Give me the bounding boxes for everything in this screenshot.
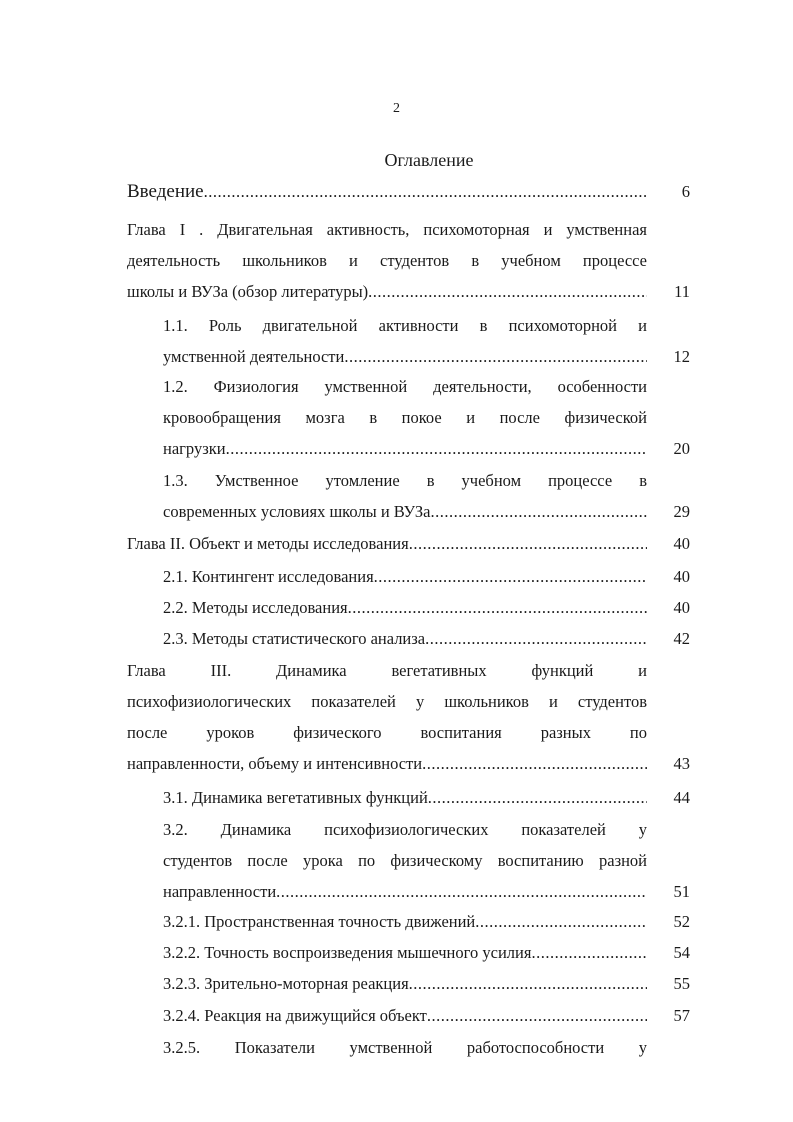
toc-entry-text: 3.2.3. Зрительно-моторная реакция [163,974,409,993]
toc-entry-text: 3.2.4. Реакция на движущийся объект [163,1006,427,1025]
toc-entry-text: 1.2. Физиология умственной деятельности, особенности [163,377,647,396]
toc-entry [163,968,647,999]
toc-entry-text: 3.2.2. Точность воспроизведения мышечного усилия [163,943,532,962]
toc-entry [127,214,647,307]
toc-entry-line [127,245,647,276]
toc-entry-line [163,402,647,433]
toc-entry [163,1000,647,1031]
toc-entry-line [127,214,647,245]
toc-entry-text: школы и ВУЗа (обзор литературы) [127,282,369,301]
toc-entry-last-line [163,433,647,464]
toc-entry-text: 3.2. Динамика психофизиологических показателей у [163,820,647,839]
dot-leader [428,782,647,813]
toc-entry-text: психофизиологических показателей у школьников и студентов [127,692,647,711]
toc-entry-text: 2.2. Методы исследования [163,598,348,617]
dot-leader [226,433,647,464]
toc-entry-text: Глава II. Объект и методы исследования [127,534,409,553]
toc-page-number: 40 [673,534,690,553]
toc-entry [163,465,647,527]
toc-entry-last-line [127,528,647,559]
toc-page-number: 54 [673,943,690,962]
dot-leader [531,937,647,968]
toc-entry [163,782,647,813]
toc-page-number: 43 [673,754,690,773]
toc-entry-last-line [163,876,647,907]
toc-entry-line [163,371,647,402]
toc-page-number: 40 [673,567,690,586]
toc-entry-text: Глава III. Динамика вегетативных функций и [127,661,647,680]
dot-leader [425,623,647,654]
dot-leader [348,592,647,623]
toc-entry-text: Глава I . Двигательная активность, психомоторная и умственная [127,220,647,239]
toc-entry [127,176,647,207]
toc-entry-line [163,310,647,341]
toc-entry-last-line [127,276,647,307]
dot-leader [431,496,647,527]
toc-entry [163,623,647,654]
toc-page-number: 52 [673,912,690,931]
toc-entry-text: направленности [163,882,277,901]
toc-entry-line [163,1032,647,1063]
toc-entry-last-line [163,906,647,937]
dot-leader [374,561,647,592]
toc-entry [127,528,647,559]
toc-entry [163,310,647,372]
dot-leader [422,748,647,779]
toc-entry-last-line [163,341,647,372]
toc-entry-line [163,845,647,876]
toc-entry [163,906,647,937]
toc-entry-text: 2.3. Методы статистического анализа [163,629,426,648]
toc-entry [163,561,647,592]
toc-entry-text: умственной деятельности [163,347,345,366]
dot-leader [409,528,647,559]
page-number: 2 [393,101,400,116]
toc-entry-last-line [163,937,647,968]
toc-entry [163,1032,647,1063]
toc-entry-text: студентов после урока по физическому воспитанию разной [163,851,647,870]
toc-entry-last-line [163,592,647,623]
toc-entry-text: 3.2.5. Показатели умственной работоспособности у [163,1038,647,1057]
toc-entry-last-line [163,1000,647,1031]
toc-page-number: 40 [673,598,690,617]
toc-page-number: 6 [681,182,690,201]
toc-page-number: 51 [673,882,690,901]
toc-entry-text: направленности, объему и интенсивности [127,754,423,773]
toc-page-number: 44 [673,788,690,807]
toc-entry [163,814,647,907]
toc-page-number: 29 [673,502,690,521]
toc-entry-line [127,717,647,748]
toc-title: Оглавление [384,150,474,170]
toc-page-number: 57 [673,1006,690,1025]
toc-page-number: 11 [674,282,690,301]
toc-entry-text: 3.2.1. Пространственная точность движений [163,912,476,931]
dot-leader [368,276,647,307]
dot-leader [276,876,647,907]
dot-leader [344,341,647,372]
toc-entry-last-line [163,968,647,999]
toc-entry-text: 1.3. Умственное утомление в учебном процессе в [163,471,647,490]
dot-leader [475,906,647,937]
toc-entry-text: деятельность школьников и студентов в учебном процессе [127,251,647,270]
toc-entry-line [163,814,647,845]
toc-entry-last-line [163,496,647,527]
toc-entry-line [127,686,647,717]
toc-page-number: 42 [673,629,690,648]
toc-entry [163,937,647,968]
toc-entry-text: 2.1. Контингент исследования [163,567,374,586]
toc-entry-text: после уроков физического воспитания разных по [127,723,647,742]
dot-leader [427,1000,647,1031]
toc-entry-last-line [127,176,647,207]
toc-entry-text: 1.1. Роль двигательной активности в психомоторной и [163,316,647,335]
toc-page-number: 12 [673,347,690,366]
toc-entry [127,655,647,779]
toc-entry-text: кровообращения мозга в покое и после физической [163,408,647,427]
toc-entry-line [163,465,647,496]
toc-entry-last-line [163,561,647,592]
toc-page-number: 20 [673,439,690,458]
toc-entry-last-line [127,748,647,779]
toc-entry-last-line [163,623,647,654]
toc-entry-text: нагрузки [163,439,226,458]
toc-entry [163,371,647,464]
dot-leader [409,968,647,999]
toc-entry [163,592,647,623]
toc-entry-line [127,655,647,686]
toc-entry-text: 3.1. Динамика вегетативных функций [163,788,428,807]
toc-entry-text: Введение [127,181,204,202]
toc-entry-text: современных условиях школы и ВУЗа [163,502,431,521]
toc-page-number: 55 [673,974,690,993]
dot-leader [204,176,647,207]
toc-entry-last-line [163,782,647,813]
